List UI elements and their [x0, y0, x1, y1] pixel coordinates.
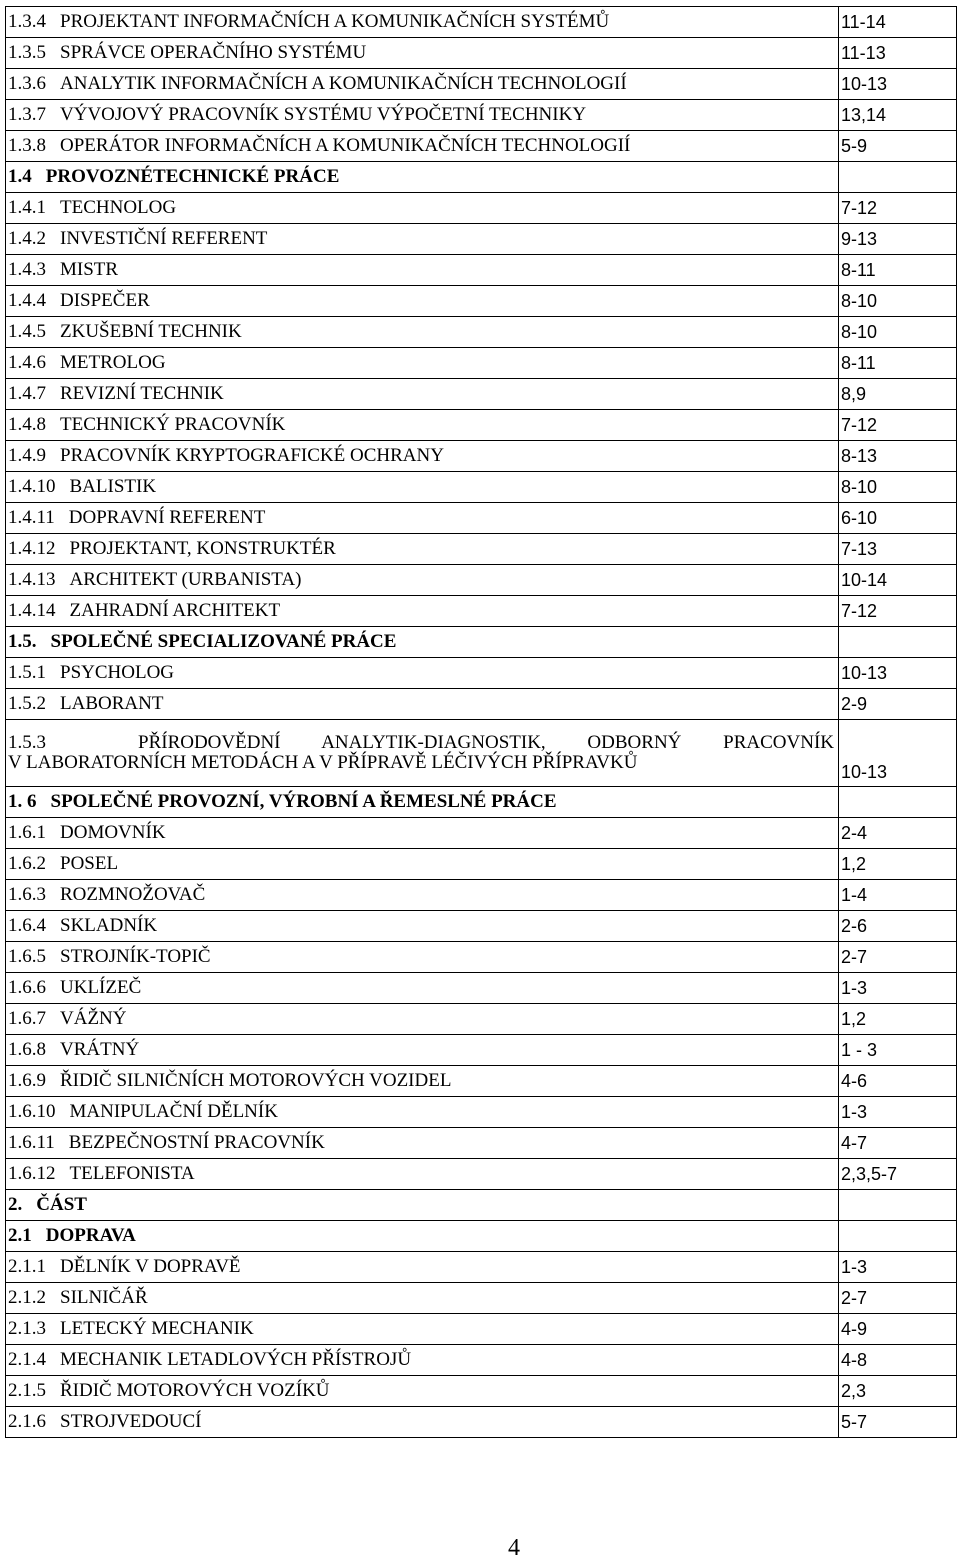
occupation-label: ZAHRADNÍ ARCHITEKT — [69, 600, 281, 621]
row-number: 1.6.6 — [8, 977, 46, 998]
table-row — [6, 472, 957, 503]
table-row — [6, 1407, 957, 1438]
salary-class-cell: 8-10 — [839, 317, 957, 348]
row-number: 2.1.1 — [8, 1256, 46, 1277]
occupation-cell — [6, 1066, 839, 1097]
occupation-label: LABORANT — [60, 693, 164, 714]
row-number: 1.4.9 — [8, 445, 46, 466]
occupation-label: MISTR — [60, 259, 119, 280]
row-number: 1.3.8 — [8, 135, 46, 156]
salary-class-cell: 2,3,5-7 — [839, 1159, 957, 1190]
occupation-cell — [6, 689, 839, 720]
table-row — [6, 1128, 957, 1159]
salary-class-cell: 1-3 — [839, 1097, 957, 1128]
salary-class-cell: 7-12 — [839, 193, 957, 224]
row-number: 1.5.1 — [8, 662, 46, 683]
salary-class-cell: 5-9 — [839, 131, 957, 162]
occupation-cell — [6, 1004, 839, 1035]
occupation-label: STROJVEDOUCÍ — [60, 1411, 202, 1432]
table-row — [6, 255, 957, 286]
occupation-cell — [6, 1128, 839, 1159]
occupation-label: POSEL — [60, 853, 119, 874]
row-number: 1.6.8 — [8, 1039, 46, 1060]
salary-class-cell: 10-13 — [839, 658, 957, 689]
table-body — [6, 7, 957, 1438]
table-row — [6, 973, 957, 1004]
table-row — [6, 286, 957, 317]
occupation-cell — [6, 818, 839, 849]
table-row — [6, 627, 957, 658]
table-row — [6, 7, 957, 38]
row-number: 2.1.3 — [8, 1318, 46, 1339]
occupation-label: MANIPULAČNÍ DĚLNÍK — [69, 1101, 278, 1122]
salary-class-cell — [839, 1190, 957, 1221]
occupation-cell — [6, 131, 839, 162]
row-number: 1.4.4 — [8, 290, 46, 311]
occupation-label: DISPEČER — [60, 290, 150, 311]
row-number: 2. — [8, 1194, 23, 1215]
table-row — [6, 1345, 957, 1376]
row-number: 1.3.5 — [8, 42, 46, 63]
salary-class-cell: 1-3 — [839, 1252, 957, 1283]
salary-class-cell: 1,2 — [839, 849, 957, 880]
table-row — [6, 503, 957, 534]
occupation-label: DOPRAVNÍ REFERENT — [68, 507, 266, 528]
occupation-label: VÝVOJOVÝ PRACOVNÍK SYSTÉMU VÝPOČETNÍ TECHNIKY — [60, 104, 587, 125]
salary-class-cell: 2,3 — [839, 1376, 957, 1407]
occupation-cell — [6, 1407, 839, 1438]
salary-class-cell: 2-7 — [839, 942, 957, 973]
occupation-cell — [6, 472, 839, 503]
occupation-label: VRÁTNÝ — [60, 1039, 140, 1060]
occupation-cell — [6, 1314, 839, 1345]
salary-class-cell: 13,14 — [839, 100, 957, 131]
occupation-label: ŘIDIČ MOTOROVÝCH VOZÍKŮ — [60, 1380, 330, 1401]
salary-class-cell — [839, 627, 957, 658]
table-row — [6, 1314, 957, 1345]
salary-class-cell: 11-13 — [839, 38, 957, 69]
row-number: 1.6.2 — [8, 853, 46, 874]
occupation-label: ZKUŠEBNÍ TECHNIK — [60, 321, 242, 342]
table-row — [6, 1252, 957, 1283]
occupation-label: DOPRAVA — [45, 1225, 136, 1246]
occupation-label: PSYCHOLOG — [60, 662, 175, 683]
occupation-cell — [6, 1252, 839, 1283]
row-number: 1. 6 — [8, 791, 37, 812]
occupation-cell — [6, 100, 839, 131]
table-row — [6, 1221, 957, 1252]
row-number: 1.4.14 — [8, 600, 56, 621]
row-number: 1.5.2 — [8, 693, 46, 714]
occupation-label: ŘIDIČ SILNIČNÍCH MOTOROVÝCH VOZIDEL — [60, 1070, 452, 1091]
occupation-cell — [6, 942, 839, 973]
occupation-cell — [6, 627, 839, 658]
table-row — [6, 317, 957, 348]
salary-class-cell: 1 - 3 — [839, 1035, 957, 1066]
row-number: 1.6.4 — [8, 915, 46, 936]
salary-class-cell: 10-13 — [839, 69, 957, 100]
row-number: 1.6.5 — [8, 946, 46, 967]
occupation-label: UKLÍZEČ — [60, 977, 142, 998]
occupation-cell — [6, 973, 839, 1004]
occupation-label: TECHNICKÝ PRACOVNÍK — [60, 414, 286, 435]
occupation-table — [5, 6, 957, 1438]
occupation-cell — [6, 1376, 839, 1407]
occupation-label: PROJEKTANT, KONSTRUKTÉR — [69, 538, 336, 559]
row-number: 1.4.10 — [8, 476, 56, 497]
salary-class-cell — [839, 162, 957, 193]
occupation-cell — [6, 1345, 839, 1376]
salary-class-cell: 2-9 — [839, 689, 957, 720]
table-row — [6, 658, 957, 689]
occupation-label: MECHANIK LETADLOVÝCH PŘÍSTROJŮ — [60, 1349, 412, 1370]
salary-class-cell: 2-7 — [839, 1283, 957, 1314]
salary-class-cell: 6-10 — [839, 503, 957, 534]
table-row — [6, 1066, 957, 1097]
occupation-cell — [6, 1190, 839, 1221]
salary-class-cell — [839, 787, 957, 818]
row-number: 1.4.2 — [8, 228, 46, 249]
occupation-cell — [6, 503, 839, 534]
occupation-cell — [6, 379, 839, 410]
salary-class-cell: 8-10 — [839, 472, 957, 503]
salary-class-cell: 5-7 — [839, 1407, 957, 1438]
row-number: 1.6.3 — [8, 884, 46, 905]
table-row — [6, 565, 957, 596]
occupation-cell — [6, 441, 839, 472]
salary-class-cell: 8-11 — [839, 348, 957, 379]
row-number: 1.4 — [8, 166, 32, 187]
occupation-label: INVESTIČNÍ REFERENT — [60, 228, 268, 249]
occupation-label: OPERÁTOR INFORMAČNÍCH A KOMUNIKAČNÍCH TECHNOLOGIÍ — [60, 135, 631, 156]
table-row — [6, 38, 957, 69]
salary-class-cell: 7-12 — [839, 596, 957, 627]
table-row — [6, 69, 957, 100]
occupation-label: PROVOZNÉTECHNICKÉ PRÁCE — [45, 166, 340, 187]
table-row — [6, 193, 957, 224]
row-number: 2.1.6 — [8, 1411, 46, 1432]
occupation-label: TECHNOLOG — [60, 197, 177, 218]
occupation-label: ČÁST — [36, 1194, 87, 1215]
salary-class-cell: 4-7 — [839, 1128, 957, 1159]
occupation-label: BEZPEČNOSTNÍ PRACOVNÍK — [68, 1132, 325, 1153]
salary-class-cell: 2-4 — [839, 818, 957, 849]
occupation-label: PROJEKTANT INFORMAČNÍCH A KOMUNIKAČNÍCH SYSTÉMŮ — [60, 11, 610, 32]
table-row — [6, 596, 957, 627]
table-row — [6, 162, 957, 193]
occupation-label: ROZMNOŽOVAČ — [60, 884, 206, 905]
table-row — [6, 379, 957, 410]
row-number: 1.4.1 — [8, 197, 46, 218]
table-row — [6, 689, 957, 720]
salary-class-cell — [839, 1221, 957, 1252]
table-row — [6, 1159, 957, 1190]
salary-class-cell: 1,2 — [839, 1004, 957, 1035]
occupation-label: BALISTIK — [69, 476, 157, 497]
salary-class-cell: 4-6 — [839, 1066, 957, 1097]
occupation-cell — [6, 1221, 839, 1252]
salary-class-cell: 11-14 — [839, 7, 957, 38]
salary-class-cell: 4-8 — [839, 1345, 957, 1376]
table-row — [6, 100, 957, 131]
table-row — [6, 1097, 957, 1128]
table-row — [6, 880, 957, 911]
occupation-label: SPOLEČNÉ SPECIALIZOVANÉ PRÁCE — [50, 631, 397, 652]
table-row — [6, 1004, 957, 1035]
row-number: 2.1.4 — [8, 1349, 46, 1370]
row-number: 1.6.11 — [8, 1132, 55, 1153]
occupation-cell — [6, 317, 839, 348]
occupation-cell — [6, 658, 839, 689]
salary-class-cell: 8-10 — [839, 286, 957, 317]
table-row — [6, 534, 957, 565]
row-number: 1.5. — [8, 631, 37, 652]
occupation-cell — [6, 255, 839, 286]
salary-class-cell: 1-4 — [839, 880, 957, 911]
occupation-label: DOMOVNÍK — [60, 822, 166, 843]
table-row — [6, 1376, 957, 1407]
occupation-cell — [6, 596, 839, 627]
row-number: 1.4.5 — [8, 321, 46, 342]
table-row — [6, 348, 957, 379]
salary-class-cell: 10-13 — [839, 720, 957, 787]
occupation-label: SKLADNÍK — [60, 915, 158, 936]
row-number: 2.1.2 — [8, 1287, 46, 1308]
table-row — [6, 224, 957, 255]
salary-class-cell: 8,9 — [839, 379, 957, 410]
occupation-label-line1: PŘÍRODOVĚDNÍ ANALYTIK-DIAGNOSTIK, ODBORNÝ PRACOVNÍK — [138, 732, 834, 753]
table-row — [6, 720, 957, 787]
occupation-label: VÁŽNÝ — [60, 1008, 127, 1029]
salary-class-cell: 7-13 — [839, 534, 957, 565]
occupation-label: STROJNÍK-TOPIČ — [60, 946, 211, 967]
occupation-cell — [6, 787, 839, 818]
table-row — [6, 441, 957, 472]
occupation-label: METROLOG — [60, 352, 166, 373]
occupation-cell — [6, 162, 839, 193]
salary-class-cell: 2-6 — [839, 911, 957, 942]
occupation-cell — [6, 534, 839, 565]
row-number: 1.4.11 — [8, 507, 55, 528]
occupation-cell — [6, 1283, 839, 1314]
row-number: 1.4.13 — [8, 569, 56, 590]
occupation-cell — [6, 69, 839, 100]
occupation-label: LETECKÝ MECHANIK — [60, 1318, 254, 1339]
salary-class-cell: 10-14 — [839, 565, 957, 596]
occupation-cell — [6, 224, 839, 255]
occupation-cell — [6, 410, 839, 441]
row-number: 1.6.9 — [8, 1070, 46, 1091]
occupation-cell — [6, 880, 839, 911]
row-number: 1.6.7 — [8, 1008, 46, 1029]
occupation-cell — [6, 193, 839, 224]
table-row — [6, 849, 957, 880]
occupation-cell — [6, 286, 839, 317]
row-number: 1.3.4 — [8, 11, 46, 32]
salary-class-cell: 9-13 — [839, 224, 957, 255]
table-row — [6, 410, 957, 441]
row-number: 1.6.1 — [8, 822, 46, 843]
occupation-label: PRACOVNÍK KRYPTOGRAFICKÉ OCHRANY — [60, 445, 444, 466]
row-number: 1.3.6 — [8, 73, 46, 94]
occupation-label: REVIZNÍ TECHNIK — [60, 383, 224, 404]
occupation-label: SILNIČÁŘ — [60, 1287, 148, 1308]
occupation-cell — [6, 565, 839, 596]
page-number: 4 — [508, 1535, 520, 1561]
occupation-cell — [6, 7, 839, 38]
table-row — [6, 911, 957, 942]
salary-class-cell: 7-12 — [839, 410, 957, 441]
occupation-cell — [6, 348, 839, 379]
table-row — [6, 818, 957, 849]
table-row — [6, 942, 957, 973]
occupation-label: SPRÁVCE OPERAČNÍHO SYSTÉMU — [60, 42, 367, 63]
occupation-label: SPOLEČNÉ PROVOZNÍ, VÝROBNÍ A ŘEMESLNÉ PRÁCE — [50, 791, 557, 812]
row-number: 1.4.3 — [8, 259, 46, 280]
row-number: 1.4.6 — [8, 352, 46, 373]
row-number: 1.5.3 — [8, 732, 46, 753]
occupation-cell — [6, 1159, 839, 1190]
row-number: 1.4.8 — [8, 414, 46, 435]
occupation-label: ANALYTIK INFORMAČNÍCH A KOMUNIKAČNÍCH TECHNOLOGIÍ — [60, 73, 627, 94]
salary-class-cell: 1-3 — [839, 973, 957, 1004]
occupation-label: ARCHITEKT (URBANISTA) — [69, 569, 302, 590]
occupation-cell — [6, 849, 839, 880]
table-row — [6, 1190, 957, 1221]
row-number: 1.3.7 — [8, 104, 46, 125]
row-number: 1.6.10 — [8, 1101, 56, 1122]
occupation-label-line2: V LABORATORNÍCH METODÁCH A V PŘÍPRAVĚ LÉČIVÝCH PŘÍPRAVKŮ — [8, 752, 638, 773]
row-number: 2.1 — [8, 1225, 32, 1246]
table-row — [6, 1035, 957, 1066]
row-number: 2.1.5 — [8, 1380, 46, 1401]
salary-class-cell: 4-9 — [839, 1314, 957, 1345]
occupation-cell — [6, 720, 839, 787]
salary-class-cell: 8-13 — [839, 441, 957, 472]
row-number: 1.4.12 — [8, 538, 56, 559]
table-row — [6, 131, 957, 162]
salary-class-cell: 8-11 — [839, 255, 957, 286]
table-row — [6, 787, 957, 818]
occupation-cell — [6, 38, 839, 69]
occupation-label: TELEFONISTA — [69, 1163, 195, 1184]
occupation-cell — [6, 1035, 839, 1066]
table-row — [6, 1283, 957, 1314]
occupation-label: DĚLNÍK V DOPRAVĚ — [60, 1256, 241, 1277]
row-number: 1.4.7 — [8, 383, 46, 404]
occupation-cell — [6, 1097, 839, 1128]
row-number: 1.6.12 — [8, 1163, 56, 1184]
occupation-cell — [6, 911, 839, 942]
